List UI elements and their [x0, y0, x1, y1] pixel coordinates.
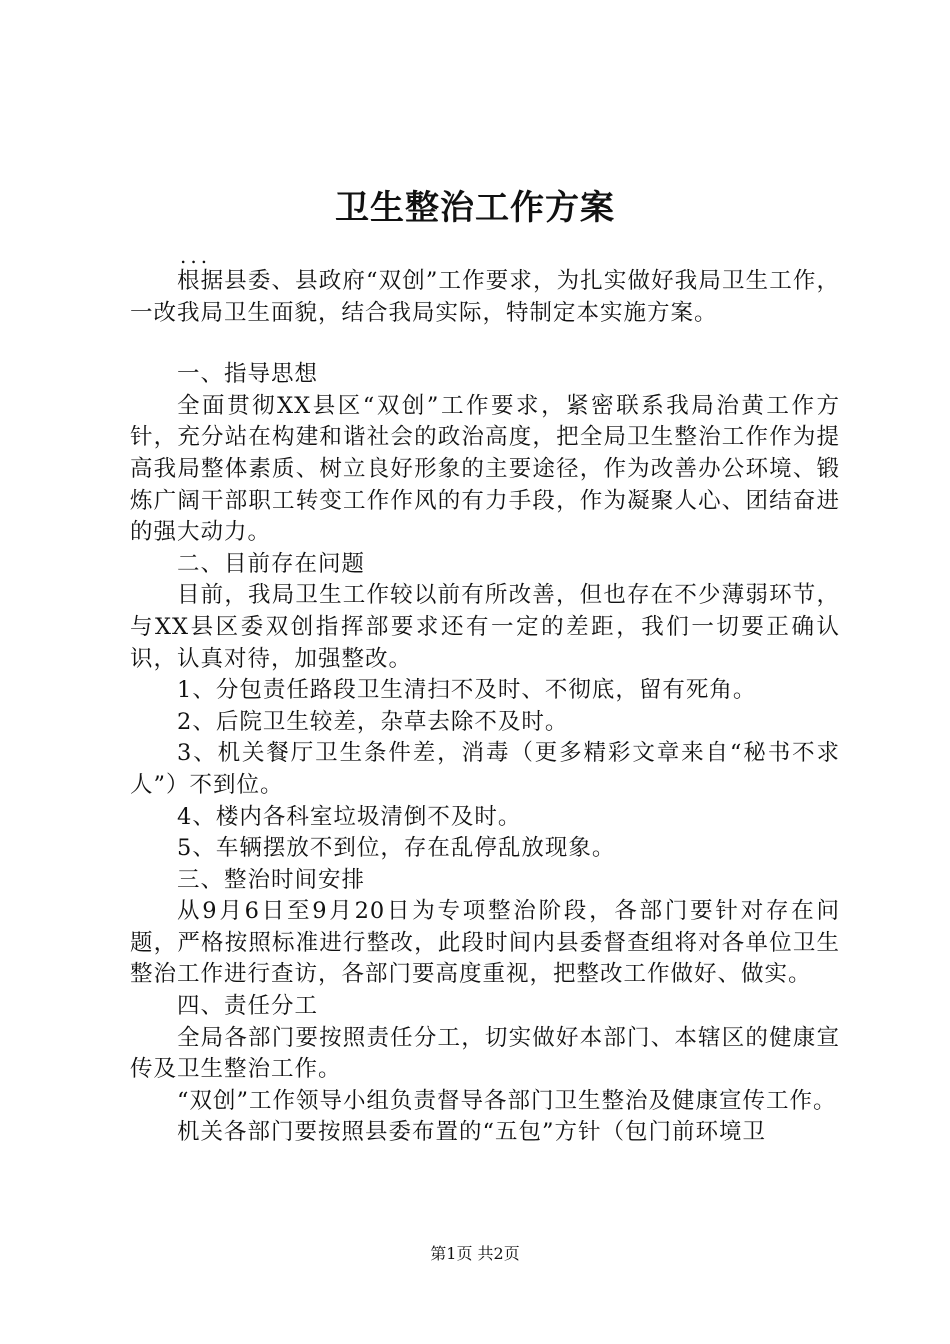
- paragraph-gap: [130, 329, 840, 359]
- section-heading-current-problems: 二、目前存在问题: [177, 550, 366, 577]
- section-heading-guiding-thought: 一、指导思想: [177, 361, 319, 388]
- list-item: 5、车辆摆放不到位，存在乱停乱放现象。: [177, 835, 616, 862]
- list-item: 4、楼内各科室垃圾清倒不及时。: [177, 803, 522, 830]
- list-item: 3、机关餐厅卫生条件差，消毒（更多精彩文章来自“秘书不求人”）不到位。: [130, 740, 840, 798]
- page-footer: 第1页 共2页: [430, 1244, 520, 1263]
- paragraph: 从9月6日至9月20日为专项整治阶段，各部门要针对存在问题，严格按照标准进行整改，此段时间内县委督查组将对各单位卫生整治工作进行查访，各部门要高度重视，把整改工作做好、做实。: [130, 898, 840, 988]
- paragraph: 全局各部门要按照责任分工，切实做好本部门、本辖区的健康宣传及卫生整治工作。: [130, 1024, 840, 1083]
- list-item: 2、后院卫生较差，杂草去除不及时。: [177, 708, 569, 735]
- ellipsis-mark: ...: [180, 244, 212, 268]
- document-title: 卫生整治工作方案: [335, 188, 615, 228]
- list-item: 1、分包责任路段卫生清扫不及时、不彻底，留有死角。: [177, 677, 757, 704]
- paragraph: 机关各部门要按照县委布置的“五包”方针（包门前环境卫: [177, 1119, 767, 1146]
- paragraph: “双创”工作领导小组负责督导各部门卫生整治及健康宣传工作。: [177, 1087, 837, 1114]
- paragraph: 目前，我局卫生工作较以前有所改善，但也存在不少薄弱环节，与XX县区委双创指挥部要求还有一定的差距，我们一切要正确认识，认真对待，加强整改。: [130, 582, 840, 672]
- intro-paragraph: 根据县委、县政府“双创”工作要求，为扎实做好我局卫生工作，一改我局卫生面貌，结合我局实际，特制定本实施方案。: [130, 268, 840, 326]
- paragraph: 全面贯彻XX县区“双创”工作要求，紧密联系我局治黄工作方针，充分站在构建和谐社会的政治高度，把全局卫生整治工作作为提高我局整体素质、树立良好形象的主要途径，作为改善办公环境、锻炼广阔干部职工转变工作作风的有力手段，作为凝聚人心、团结奋进的强大动力。: [130, 392, 840, 546]
- document-body: [130, 266, 840, 1149]
- section-heading-responsibilities: 四、责任分工: [177, 993, 319, 1020]
- section-heading-schedule: 三、整治时间安排: [177, 866, 366, 893]
